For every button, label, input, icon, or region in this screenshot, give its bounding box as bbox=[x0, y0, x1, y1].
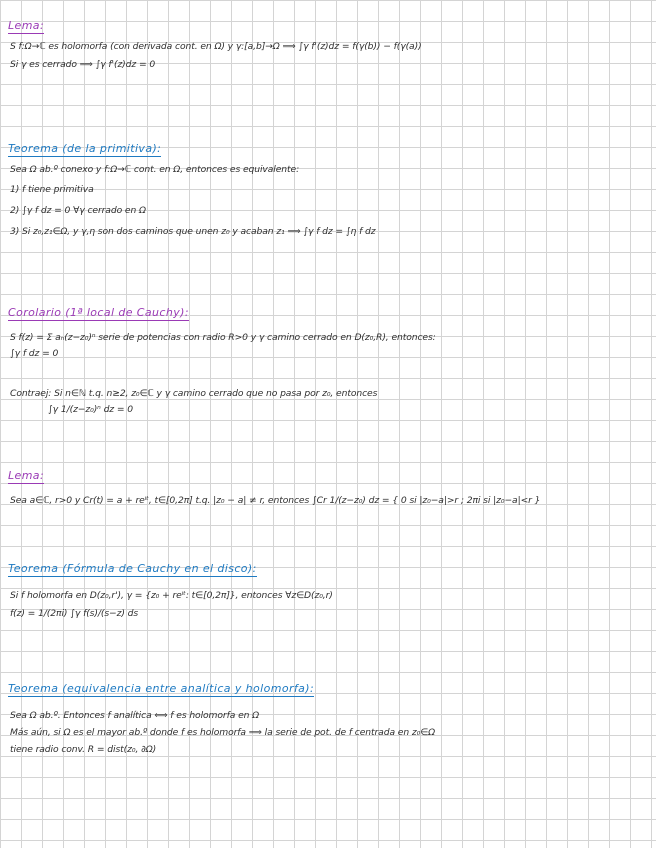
teorema-equivalencia-line-2: Más aún, si Ω es el mayor ab.º donde f es holomorfa ⟹ la serie de pot. de f centrada en z₀∈Ω bbox=[10, 727, 436, 738]
contraejemplo-line-2: ∫γ 1/(z−z₀)ⁿ dz = 0 bbox=[48, 404, 134, 415]
teorema-cauchy-line-1: Si f holomorfa en D(z₀,r'), γ = {z₀ + reⁱᵗ: t∈[0,2π]}, entonces ∀z∈D(z₀,r) bbox=[10, 590, 333, 601]
teorema-equivalencia-section bbox=[8, 677, 648, 757]
corolario-line-1: S f(z) = Σ aₙ(z−z₀)ⁿ serie de potencias con radio R>0 y γ camino cerrado en D(z₀,R), entonces: bbox=[10, 332, 436, 343]
lema-1-title: Lema: bbox=[8, 19, 45, 32]
teorema-primitiva-line-3: 2) ∫γ f dz = 0 ∀γ cerrado en Ω bbox=[10, 205, 146, 216]
teorema-primitiva-line-4: 3) Si z₀,z₁∈Ω, y γ,η son dos caminos que unen z₀ y acaban z₁ ⟹ ∫γ f dz = ∫η f dz bbox=[10, 226, 376, 237]
lema-1-section bbox=[8, 14, 648, 72]
lema-2-title: Lema: bbox=[8, 469, 45, 482]
teorema-primitiva-line-2: 1) f tiene primitiva bbox=[10, 184, 94, 195]
lema-1-line-2: Si γ es cerrado ⟹ ∫γ f'(z)dz = 0 bbox=[10, 59, 156, 70]
corolario-line-2: ∫γ f dz = 0 bbox=[10, 348, 59, 359]
lema-2-line-1: Sea a∈ℂ, r>0 y Cr(t) = a + reⁱᵗ, t∈[0,2π] t.q. |z₀ − a| ≠ r, entonces ∫Cr 1/(z−z₀) dz = { 0 si |z₀−a|>r ; 2πi si |z₀−a|<r } bbox=[10, 495, 541, 506]
teorema-cauchy-line-2: f(z) = 1/(2πi) ∫γ f(s)/(s−z) ds bbox=[10, 608, 139, 619]
lema-2-section bbox=[8, 464, 648, 508]
corolario-title: Corolario (1ª local de Cauchy): bbox=[8, 306, 189, 319]
teorema-cauchy-section bbox=[8, 557, 648, 621]
contraejemplo-line-1: Contraej: Si n∈ℕ t.q. n≥2, z₀∈ℂ y γ camino cerrado que no pasa por z₀, entonces bbox=[10, 388, 378, 399]
teorema-primitiva-line-1: Sea Ω ab.º conexo y f:Ω→ℂ cont. en Ω, entonces es equivalente: bbox=[10, 164, 300, 175]
teorema-equivalencia-line-1: Sea Ω ab.º. Entonces f analítica ⟺ f es holomorfa en Ω bbox=[10, 710, 260, 721]
teorema-primitiva-title: Teorema (de la primitiva): bbox=[8, 142, 162, 155]
teorema-primitiva-section bbox=[8, 137, 648, 239]
teorema-equivalencia-title: Teorema (equivalencia entre analítica y holomorfa): bbox=[8, 682, 315, 695]
teorema-equivalencia-line-3: tiene radio conv. R = dist(z₀, ∂Ω) bbox=[10, 744, 157, 755]
corolario-section bbox=[8, 301, 648, 417]
lema-1-line-1: S f:Ω→ℂ es holomorfa (con derivada cont. en Ω) y γ:[a,b]→Ω ⟹ ∫γ f'(z)dz = f(γ(b)) − f(γ(a)) bbox=[10, 41, 422, 52]
teorema-cauchy-title: Teorema (Fórmula de Cauchy en el disco): bbox=[8, 562, 257, 575]
